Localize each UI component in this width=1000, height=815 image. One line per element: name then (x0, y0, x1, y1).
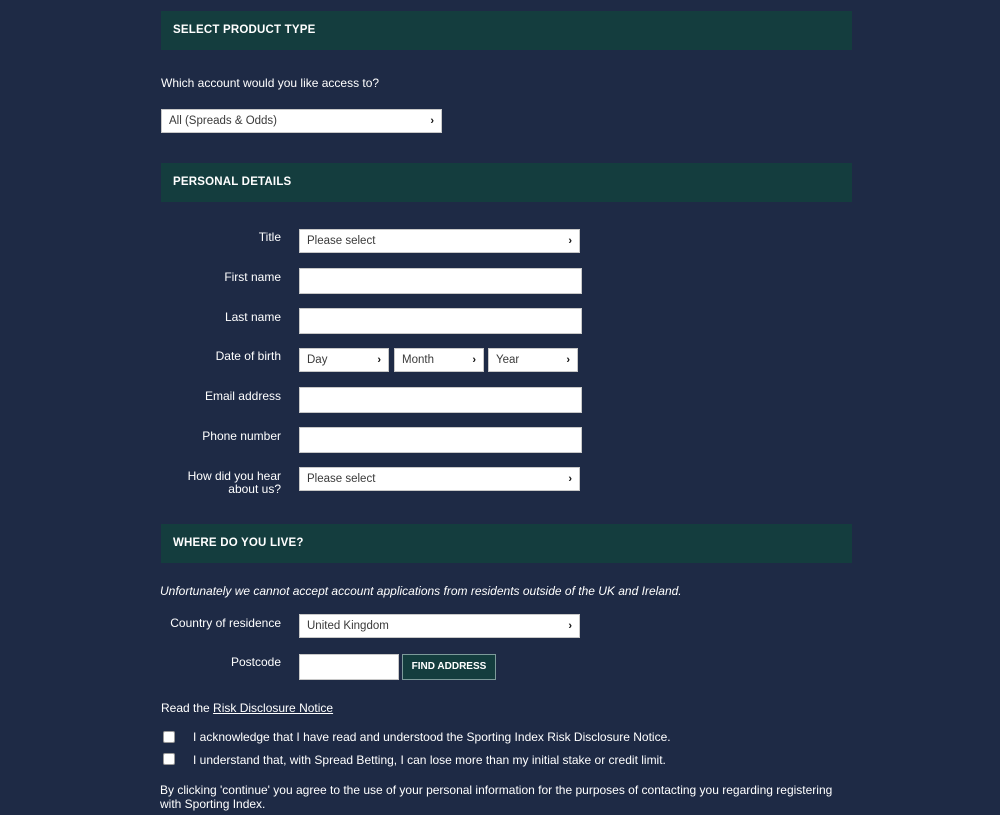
risk-read-prefix: Read the (161, 701, 210, 715)
phone-input[interactable] (299, 427, 582, 453)
chevron-right-icon: › (430, 115, 434, 127)
country-label: Country of residence (170, 616, 281, 630)
lose-more-text: I understand that, with Spread Betting, I can lose more than my initial stake or credit limit. (193, 753, 666, 767)
postcode-input[interactable] (299, 654, 399, 680)
chevron-right-icon: › (566, 354, 570, 366)
first-name-label: First name (224, 270, 281, 284)
first-name-input[interactable] (299, 268, 582, 294)
find-address-button[interactable]: FIND ADDRESS (402, 654, 496, 680)
account-question: Which account would you like access to? (161, 76, 380, 90)
dob-year-value: Year (496, 354, 520, 366)
last-name-input[interactable] (299, 308, 582, 334)
dob-month-select[interactable] (394, 348, 484, 372)
chevron-right-icon: › (377, 354, 381, 366)
chevron-right-icon: › (472, 354, 476, 366)
account-type-select[interactable] (161, 109, 442, 133)
personal-details-header: PERSONAL DETAILS (161, 163, 852, 202)
email-input[interactable] (299, 387, 582, 413)
title-select[interactable] (299, 229, 580, 253)
residence-header: WHERE DO YOU LIVE? (161, 524, 852, 563)
title-label: Title (258, 230, 281, 244)
postcode-label: Postcode (230, 655, 281, 669)
risk-read-line (161, 701, 333, 715)
hear-about-select[interactable] (299, 467, 580, 491)
email-label: Email address (204, 389, 281, 403)
country-select[interactable] (299, 614, 580, 638)
chevron-right-icon: › (568, 473, 572, 485)
hear-about-value: Please select (307, 473, 376, 485)
chevron-right-icon: › (568, 235, 572, 247)
country-value: United Kingdom (307, 620, 389, 632)
chevron-right-icon: › (568, 620, 572, 632)
dob-day-value: Day (307, 354, 328, 366)
risk-disclosure-link[interactable]: Risk Disclosure Notice (213, 701, 334, 715)
account-type-value: All (Spreads & Odds) (169, 115, 278, 127)
hear-about-label: How did you hear about us? (187, 469, 281, 496)
dob-day-select[interactable] (299, 348, 389, 372)
dob-label: Date of birth (215, 349, 281, 363)
consent-text: By clicking 'continue' you agree to the use of your personal information for the purposes of contacting you regarding registering with Sporting Index. (160, 783, 833, 811)
dob-year-select[interactable] (488, 348, 578, 372)
phone-label: Phone number (202, 429, 281, 443)
product-type-header: SELECT PRODUCT TYPE (161, 11, 852, 50)
ack-checkbox[interactable] (163, 731, 175, 743)
ack-text: I acknowledge that I have read and understood the Sporting Index Risk Disclosure Notice. (193, 730, 671, 744)
lose-more-checkbox[interactable] (163, 753, 175, 765)
dob-month-value: Month (402, 354, 434, 366)
title-value: Please select (307, 235, 376, 247)
residence-notice: Unfortunately we cannot accept account applications from residents outside of the UK and Ireland. (160, 584, 682, 598)
last-name-label: Last name (224, 310, 281, 324)
